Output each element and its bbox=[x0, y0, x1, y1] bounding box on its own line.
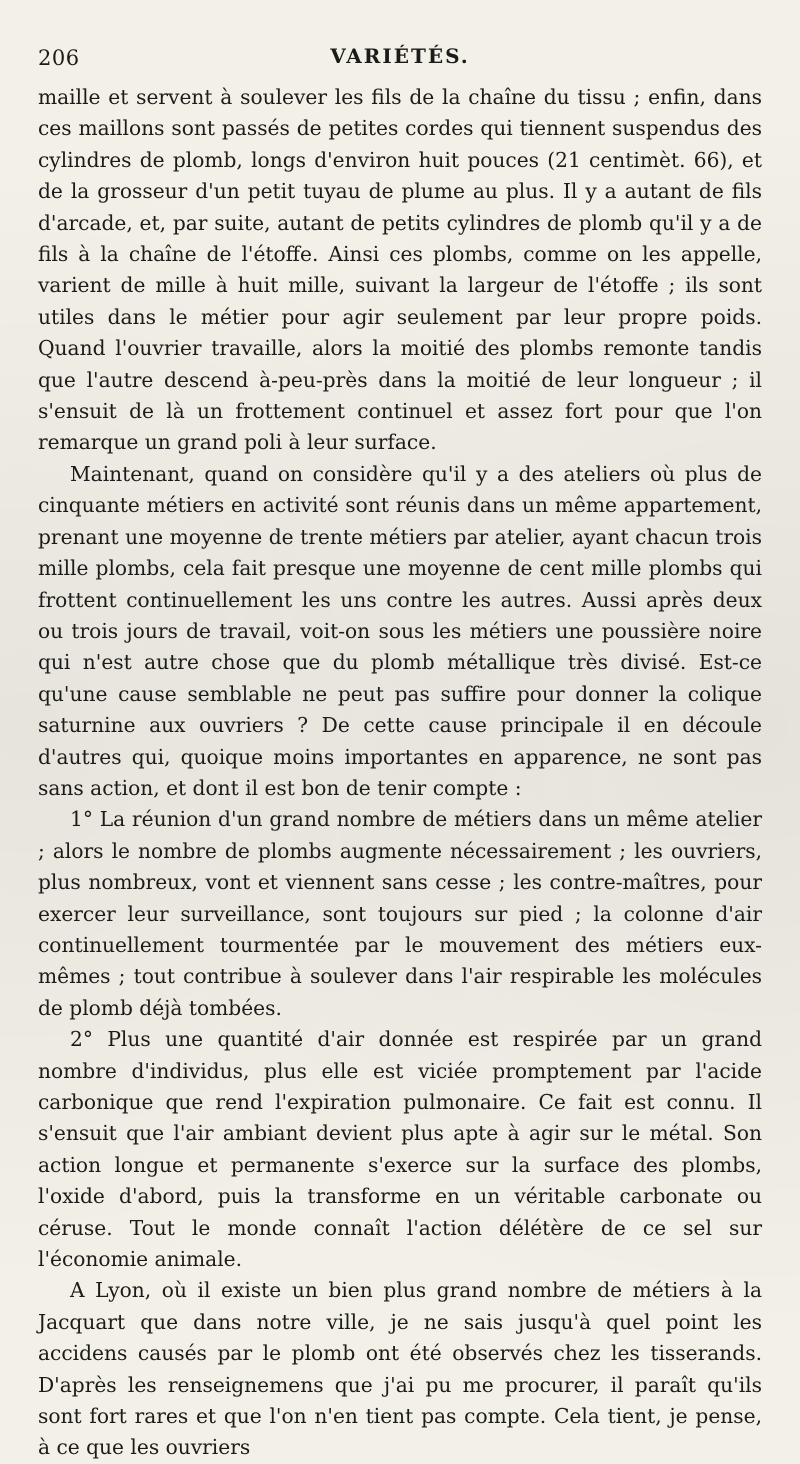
paragraph-2: Maintenant, quand on considère qu'il y a des ateliers où plus de cinquante métiers en activité sont réunis dans un même appartement, prenant une moyenne de trente métiers par atelier, ayant chacun trois mille plombs, cela fait presque une moyenne de cent mille plombs qui frottent continuellement les uns contre les autres. Aussi après deux ou trois jours de travail, voit-on sous les métiers une poussière noire qui n'est autre chose que du plomb métallique très divisé. Est-ce qu'une cause semblable ne peut pas suffire pour donner la colique saturnine aux ouvriers ? De cette cause principale il en découle d'autres qui, quoique moins importantes en apparence, ne sont pas sans action, et dont il est bon de tenir compte : bbox=[38, 461, 762, 800]
running-title: VARIÉTÉS. bbox=[330, 44, 470, 68]
paragraph-5: A Lyon, où il existe un bien plus grand nombre de métiers à la Jacquart que dans notre ville, je ne sais jusqu'à quel point les accidens causés par le plomb ont été observés chez les tisserands. D'après les renseignemens que j'ai pu me procurer, il paraît qu'ils sont fort rares et que l'on n'en tient pas compte. Cela tient, je pense, à ce que les ouvriers bbox=[38, 1278, 762, 1460]
paragraph-3: 1° La réunion d'un grand nombre de métiers dans un même atelier ; alors le nombre de plombs augmente nécessairement ; les ouvriers, plus nombreux, vont et viennent sans cesse ; les contre-maîtres, pour exercer leur surveillance, sont toujours sur pied ; la colonne d'air continuellement tourmentée par le mouvement des métiers eux-mêmes ; tout contribue à soulever dans l'air respirable les molécules de plomb déjà tombées. bbox=[38, 807, 762, 1020]
page-header bbox=[38, 38, 762, 72]
page-number: 206 bbox=[38, 46, 80, 70]
paragraph-1: maille et servent à soulever les fils de la chaîne du tissu ; enfin, dans ces maillons sont passés de petites cordes qui tiennent suspendus des cylindres de plomb, longs d'environ huit pouces (21 centimèt. 66), et de la grosseur d'un petit tuyau de plume au plus. Il y a autant de fils d'arcade, et, par suite, autant de petits cylindres de plomb qu'il y a de fils à la chaîne de l'étoffe. Ainsi ces plombs, comme on les appelle, varient de mille à huit mille, suivant la largeur de l'étoffe ; ils sont utiles dans le métier pour agir seulement par leur propre poids. Quand l'ouvrier travaille, alors la moitié des plombs remonte tandis que l'autre descend à-peu-près dans la moitié de leur longueur ; il s'ensuit de là un frottement continuel et assez fort pour que l'on remarque un grand poli à leur surface. bbox=[38, 85, 762, 455]
body-text bbox=[38, 82, 762, 1464]
paragraph-4: 2° Plus une quantité d'air donnée est respirée par un grand nombre d'individus, plus elle est viciée promptement par l'acide carbonique que rend l'expiration pulmonaire. Ce fait est connu. Il s'ensuit que l'air ambiant devient plus apte à agir sur le métal. Son action longue et permanente s'exerce sur la surface des plombs, l'oxide d'abord, puis la transforme en un véritable carbonate ou céruse. Tout le monde connaît l'action délétère de ce sel sur l'économie animale. bbox=[38, 1027, 762, 1272]
